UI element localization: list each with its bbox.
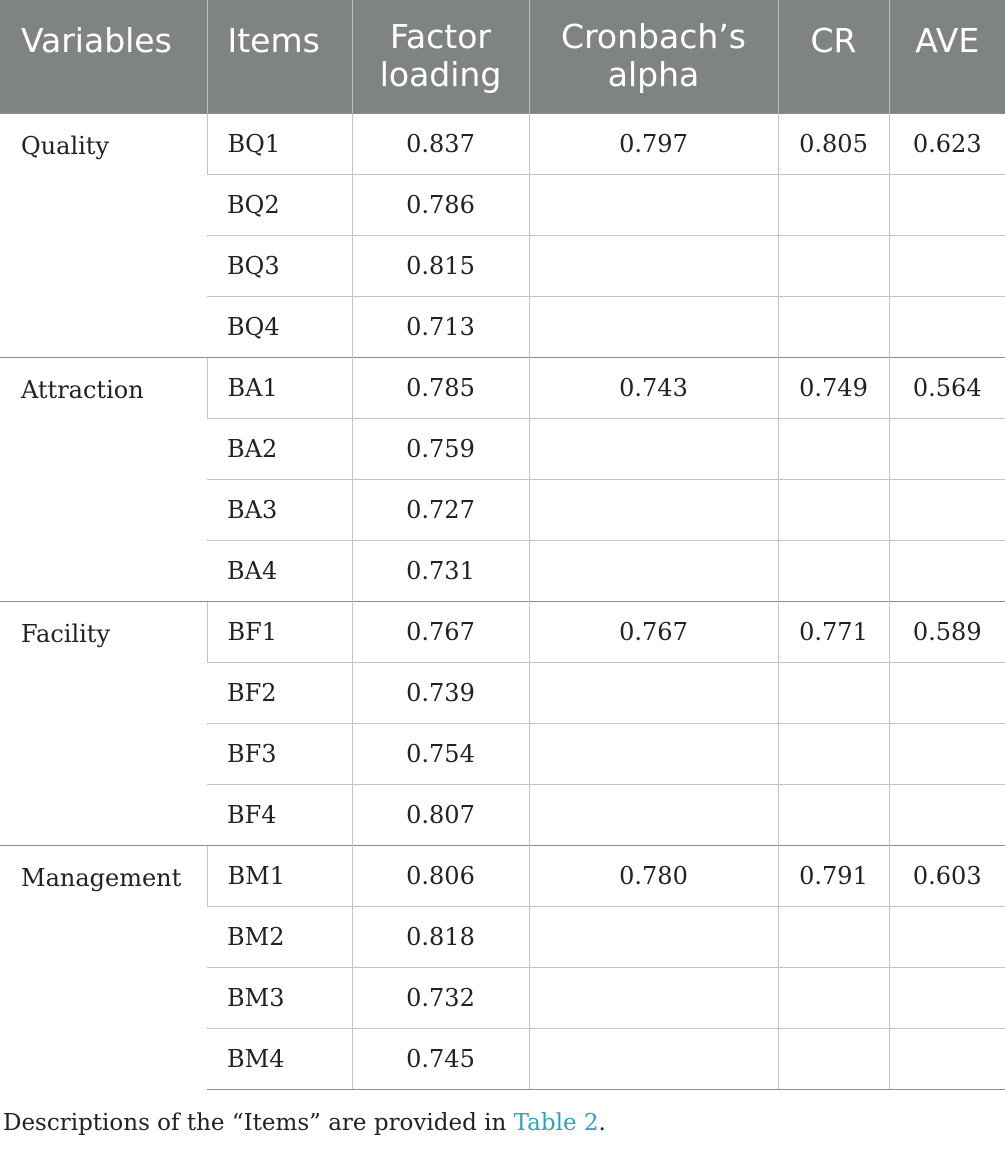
loading-cell: 0.732 <box>352 967 529 1028</box>
item-cell: BQ4 <box>207 296 352 357</box>
item-cell: BQ1 <box>207 113 352 174</box>
empty-cell <box>529 662 778 723</box>
table-row <box>0 601 1005 662</box>
loading-cell: 0.727 <box>352 479 529 540</box>
loading-cell: 0.739 <box>352 662 529 723</box>
item-cell: BF2 <box>207 662 352 723</box>
header-cr: CR <box>778 0 889 113</box>
empty-cell <box>778 235 889 296</box>
header-factor-loading-line2: loading <box>379 55 502 95</box>
empty-cell <box>778 1028 889 1089</box>
empty-cell <box>889 418 1005 479</box>
item-cell: BM4 <box>207 1028 352 1089</box>
item-cell: BM2 <box>207 906 352 967</box>
item-cell: BA1 <box>207 357 352 418</box>
ave-cell: 0.623 <box>889 113 1005 174</box>
footnote-period: . <box>598 1110 606 1136</box>
ave-cell: 0.589 <box>889 601 1005 662</box>
variable-cell: Management <box>0 845 207 1089</box>
item-cell: BF3 <box>207 723 352 784</box>
empty-cell <box>778 479 889 540</box>
header-variables: Variables <box>0 0 207 113</box>
item-cell: BQ2 <box>207 174 352 235</box>
cr-cell: 0.791 <box>778 845 889 906</box>
table-2-link[interactable]: Table 2 <box>513 1110 599 1136</box>
empty-cell <box>889 296 1005 357</box>
variable-cell: Facility <box>0 601 207 845</box>
header-alpha-line2: alpha <box>607 55 700 95</box>
alpha-cell: 0.743 <box>529 357 778 418</box>
loading-cell: 0.713 <box>352 296 529 357</box>
loading-cell: 0.759 <box>352 418 529 479</box>
variable-cell: Attraction <box>0 357 207 601</box>
empty-cell <box>889 479 1005 540</box>
empty-cell <box>529 784 778 845</box>
empty-cell <box>529 906 778 967</box>
item-cell: BM1 <box>207 845 352 906</box>
header-factor-loading-line1: Factor <box>389 17 491 57</box>
loading-cell: 0.786 <box>352 174 529 235</box>
empty-cell <box>778 784 889 845</box>
empty-cell <box>778 418 889 479</box>
empty-cell <box>889 784 1005 845</box>
cr-cell: 0.749 <box>778 357 889 418</box>
ave-cell: 0.564 <box>889 357 1005 418</box>
empty-cell <box>889 174 1005 235</box>
item-cell: BA4 <box>207 540 352 601</box>
empty-cell <box>529 235 778 296</box>
item-cell: BF1 <box>207 601 352 662</box>
empty-cell <box>889 1028 1005 1089</box>
alpha-cell: 0.780 <box>529 845 778 906</box>
table-row <box>0 357 1005 418</box>
item-cell: BA2 <box>207 418 352 479</box>
empty-cell <box>529 296 778 357</box>
header-factor-loading <box>352 0 529 113</box>
empty-cell <box>778 906 889 967</box>
variable-cell: Quality <box>0 113 207 357</box>
empty-cell <box>889 540 1005 601</box>
empty-cell <box>529 723 778 784</box>
table-row <box>0 113 1005 174</box>
empty-cell <box>889 723 1005 784</box>
header-alpha-line1: Cronbach’s <box>561 17 746 57</box>
header-cronbach-alpha <box>529 0 778 113</box>
empty-cell <box>889 906 1005 967</box>
loading-cell: 0.807 <box>352 784 529 845</box>
cr-cell: 0.771 <box>778 601 889 662</box>
footnote-text: Descriptions of the “Items” are provided in <box>3 1110 514 1136</box>
loading-cell: 0.767 <box>352 601 529 662</box>
empty-cell <box>529 174 778 235</box>
empty-cell <box>778 662 889 723</box>
loading-cell: 0.785 <box>352 357 529 418</box>
empty-cell <box>529 967 778 1028</box>
empty-cell <box>529 479 778 540</box>
empty-cell <box>889 967 1005 1028</box>
empty-cell <box>529 1028 778 1089</box>
loading-cell: 0.837 <box>352 113 529 174</box>
loading-cell: 0.731 <box>352 540 529 601</box>
item-cell: BA3 <box>207 479 352 540</box>
table-row <box>0 845 1005 906</box>
header-ave: AVE <box>889 0 1005 113</box>
empty-cell <box>529 418 778 479</box>
loading-cell: 0.754 <box>352 723 529 784</box>
empty-cell <box>889 235 1005 296</box>
alpha-cell: 0.767 <box>529 601 778 662</box>
empty-cell <box>778 296 889 357</box>
loading-cell: 0.745 <box>352 1028 529 1089</box>
loading-cell: 0.818 <box>352 906 529 967</box>
cr-cell: 0.805 <box>778 113 889 174</box>
table-footnote <box>3 1110 606 1136</box>
header-items: Items <box>207 0 352 113</box>
ave-cell: 0.603 <box>889 845 1005 906</box>
item-cell: BF4 <box>207 784 352 845</box>
empty-cell <box>889 662 1005 723</box>
loading-cell: 0.806 <box>352 845 529 906</box>
empty-cell <box>778 540 889 601</box>
empty-cell <box>778 174 889 235</box>
header-row <box>0 0 1005 113</box>
empty-cell <box>778 723 889 784</box>
item-cell: BQ3 <box>207 235 352 296</box>
alpha-cell: 0.797 <box>529 113 778 174</box>
empty-cell <box>529 540 778 601</box>
item-cell: BM3 <box>207 967 352 1028</box>
loading-cell: 0.815 <box>352 235 529 296</box>
empty-cell <box>778 967 889 1028</box>
